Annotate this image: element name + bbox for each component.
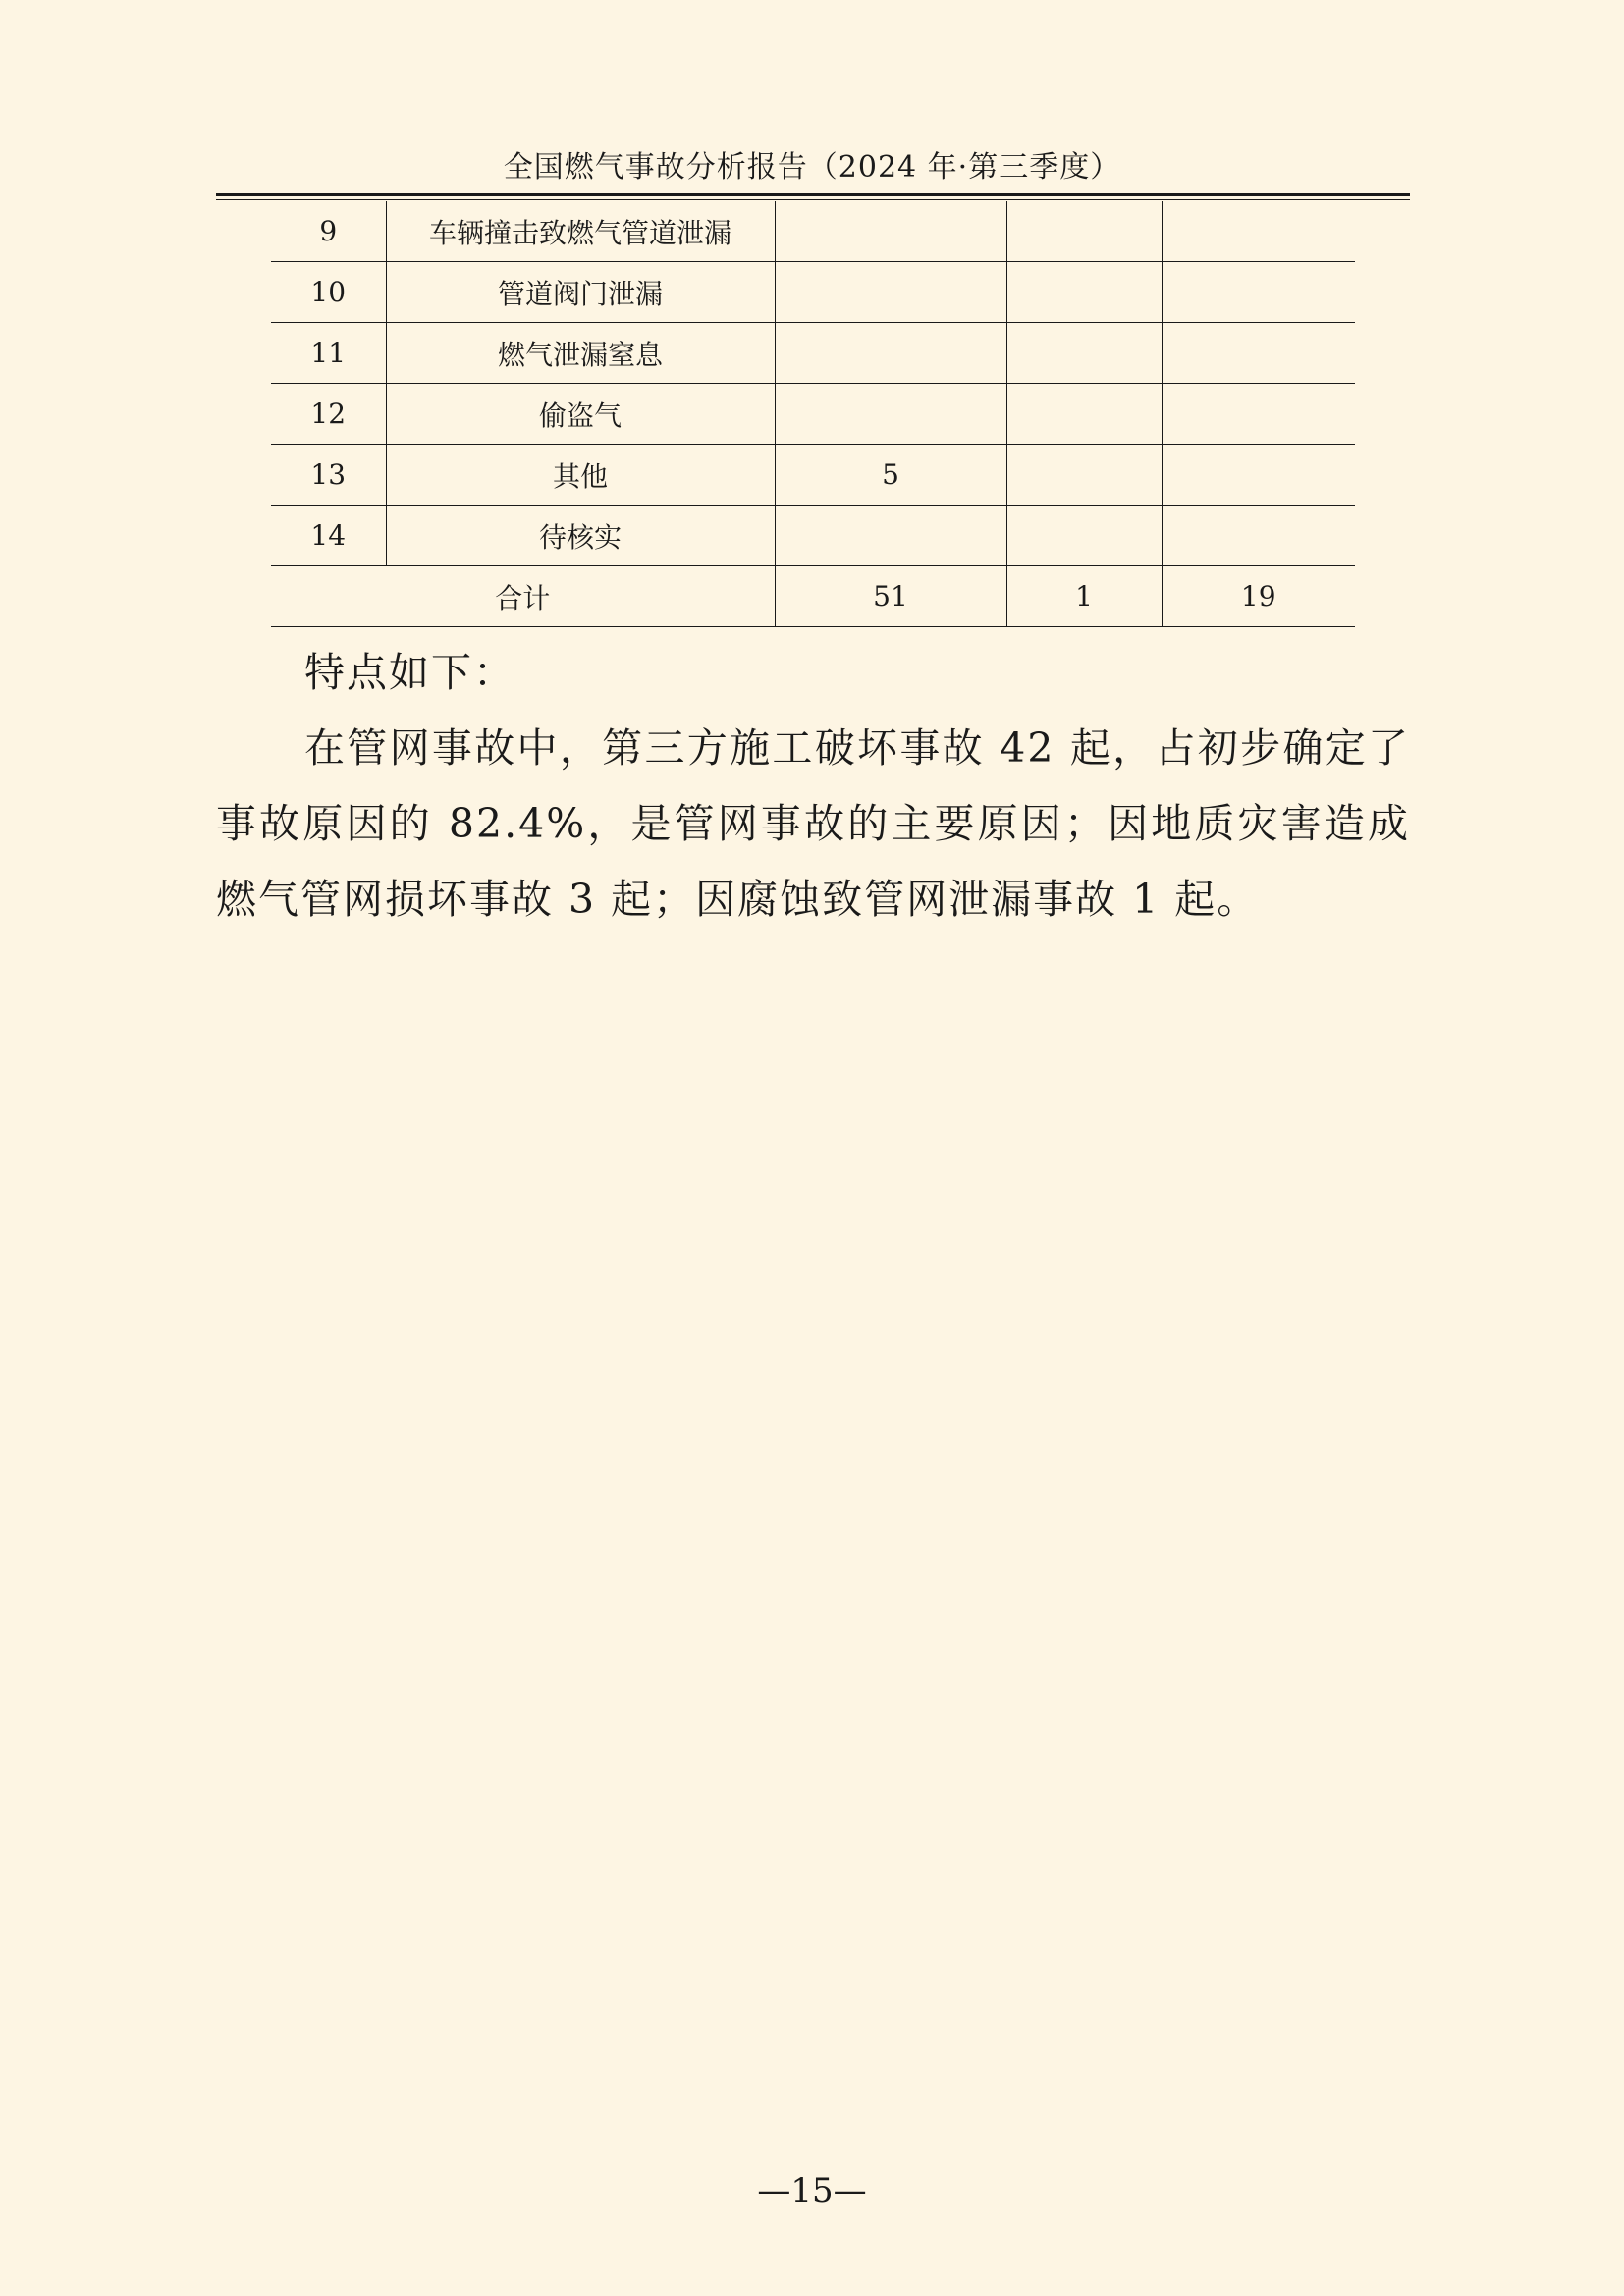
report-header-title: 全国燃气事故分析报告（2024 年·第三季度） bbox=[503, 150, 1121, 185]
row-number-cell: 12 bbox=[271, 384, 386, 445]
table-row bbox=[271, 384, 1355, 445]
count-cell bbox=[1006, 445, 1162, 506]
table-row bbox=[271, 262, 1355, 323]
count-cell bbox=[1162, 384, 1355, 445]
table-row bbox=[271, 445, 1355, 506]
accident-cause-table bbox=[271, 201, 1355, 627]
count-cell bbox=[1162, 262, 1355, 323]
table-row bbox=[271, 323, 1355, 384]
count-cell bbox=[1006, 262, 1162, 323]
cause-type-cell: 待核实 bbox=[386, 506, 775, 566]
table-row bbox=[271, 201, 1355, 262]
count-cell: 5 bbox=[775, 445, 1006, 506]
section-intro: 特点如下： bbox=[304, 649, 515, 696]
row-number-cell: 9 bbox=[271, 201, 386, 262]
cause-type-cell: 偷盗气 bbox=[386, 384, 775, 445]
count-cell bbox=[1162, 506, 1355, 566]
count-cell bbox=[775, 384, 1006, 445]
cause-type-cell: 管道阀门泄漏 bbox=[386, 262, 775, 323]
count-cell bbox=[1162, 445, 1355, 506]
count-cell bbox=[1006, 201, 1162, 262]
count-cell bbox=[1162, 323, 1355, 384]
count-cell bbox=[775, 323, 1006, 384]
total-cell: 19 bbox=[1162, 566, 1355, 627]
page-number: —15— bbox=[757, 2171, 867, 2211]
header-rule-thin bbox=[216, 199, 1410, 200]
cause-type-cell: 燃气泄漏窒息 bbox=[386, 323, 775, 384]
total-cell: 1 bbox=[1006, 566, 1162, 627]
count-cell bbox=[1006, 323, 1162, 384]
table-row bbox=[271, 506, 1355, 566]
header-rule-thick bbox=[216, 193, 1410, 196]
total-cell: 51 bbox=[775, 566, 1006, 627]
body-paragraph: 在管网事故中，第三方施工破坏事故 42 起，占初步确定了事故原因的 82.4%，是管网事故的主要原因；因地质灾害造成燃气管网损坏事故 3 起；因腐蚀致管网泄漏事故 1 起。 bbox=[216, 724, 1410, 923]
count-cell bbox=[775, 201, 1006, 262]
count-cell bbox=[775, 262, 1006, 323]
count-cell bbox=[1006, 384, 1162, 445]
cause-type-cell: 其他 bbox=[386, 445, 775, 506]
cause-type-cell: 车辆撞击致燃气管道泄漏 bbox=[386, 201, 775, 262]
row-number-cell: 10 bbox=[271, 262, 386, 323]
row-number-cell: 14 bbox=[271, 506, 386, 566]
count-cell bbox=[1162, 201, 1355, 262]
table-total-row bbox=[271, 566, 1355, 627]
count-cell bbox=[775, 506, 1006, 566]
count-cell bbox=[1006, 506, 1162, 566]
row-number-cell: 11 bbox=[271, 323, 386, 384]
total-label: 合计 bbox=[271, 566, 775, 627]
row-number-cell: 13 bbox=[271, 445, 386, 506]
